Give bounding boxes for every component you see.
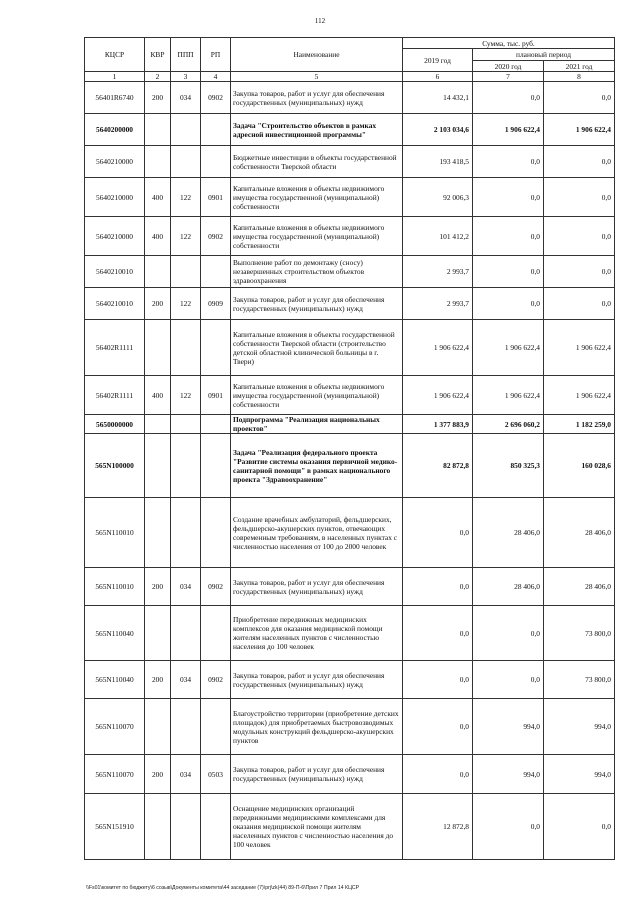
cell-2019: 0,0 xyxy=(403,606,473,661)
cell-2019: 0,0 xyxy=(403,699,473,755)
cell-rp: 0902 xyxy=(201,568,231,606)
cell-2020: 994,0 xyxy=(473,755,544,794)
header-rp: РП xyxy=(201,38,231,72)
cell-2019: 1 906 622,4 xyxy=(403,320,473,376)
cell-2020: 850 325,3 xyxy=(473,434,544,498)
cell-2021: 0,0 xyxy=(544,256,615,288)
table-row xyxy=(85,178,615,217)
cell-2020: 0,0 xyxy=(473,217,544,256)
cell-rp: 0902 xyxy=(201,82,231,114)
cell-kcsr: 56402R1111 xyxy=(85,376,145,415)
cell-ppp: 122 xyxy=(171,217,201,256)
cell-kvr: 200 xyxy=(145,82,171,114)
page-number: 112 xyxy=(314,17,326,25)
cell-2021: 28 406,0 xyxy=(544,568,615,606)
cell-ppp xyxy=(171,794,201,860)
header-name: Наименование xyxy=(231,38,403,72)
table-row xyxy=(85,415,615,434)
table-row xyxy=(85,661,615,699)
cell-name: Капитальные вложения в объекты недвижимого имущества государственной (муниципальной) собственности xyxy=(231,376,403,415)
cell-rp xyxy=(201,606,231,661)
cell-2019: 0,0 xyxy=(403,661,473,699)
cell-2021: 0,0 xyxy=(544,178,615,217)
cell-name: Создание врачебных амбулаторий, фельдшерских, фельдшерско-акушерских пунктов, отвечающих современным требованиям, в населенных пунктах с численностью населения от 100 до 2000 человек xyxy=(231,498,403,568)
cell-kcsr: 5640210000 xyxy=(85,178,145,217)
cell-kvr: 400 xyxy=(145,217,171,256)
table-row xyxy=(85,320,615,376)
cell-2020: 0,0 xyxy=(473,288,544,320)
cell-kcsr: 565N110010 xyxy=(85,568,145,606)
cell-2020: 0,0 xyxy=(473,82,544,114)
header-kcsr: КЦСР xyxy=(85,38,145,72)
cell-kcsr: 565N110040 xyxy=(85,661,145,699)
cell-kvr: 200 xyxy=(145,661,171,699)
cell-2019: 2 103 034,6 xyxy=(403,114,473,146)
cell-2020: 28 406,0 xyxy=(473,568,544,606)
cell-ppp xyxy=(171,146,201,178)
cell-ppp: 034 xyxy=(171,755,201,794)
cell-2020: 2 696 060,2 xyxy=(473,415,544,434)
cell-rp: 0901 xyxy=(201,178,231,217)
cell-name: Задача "Строительство объектов в рамках адресной инвестиционной программы" xyxy=(231,114,403,146)
cell-kvr xyxy=(145,114,171,146)
column-number: 4 xyxy=(201,72,231,82)
cell-ppp xyxy=(171,434,201,498)
cell-rp xyxy=(201,146,231,178)
cell-2019: 2 993,7 xyxy=(403,256,473,288)
cell-2019: 1 906 622,4 xyxy=(403,376,473,415)
cell-name: Приобретение передвижных медицинских комплексов для оказания медицинской помощи жителям населенных пунктов с численностью населения до 100 человек xyxy=(231,606,403,661)
cell-2020: 994,0 xyxy=(473,699,544,755)
table-row xyxy=(85,498,615,568)
header-kvr: КВР xyxy=(145,38,171,72)
cell-rp: 0902 xyxy=(201,217,231,256)
table-row xyxy=(85,434,615,498)
cell-kvr xyxy=(145,606,171,661)
header-sum: Сумма, тыс. руб. xyxy=(403,38,615,49)
cell-kvr xyxy=(145,146,171,178)
cell-name: Капитальные вложения в объекты недвижимого имущества государственной (муниципальной) собственности xyxy=(231,217,403,256)
table-row xyxy=(85,568,615,606)
cell-2021: 1 906 622,4 xyxy=(544,114,615,146)
column-number-row xyxy=(85,72,615,82)
table-row xyxy=(85,606,615,661)
cell-2019: 101 412,2 xyxy=(403,217,473,256)
cell-name: Капитальные вложения в объекты недвижимого имущества государственной (муниципальной) собственности xyxy=(231,178,403,217)
table-row xyxy=(85,217,615,256)
cell-2021: 0,0 xyxy=(544,288,615,320)
cell-name: Закупка товаров, работ и услуг для обеспечения государственных (муниципальных) нужд xyxy=(231,288,403,320)
cell-ppp xyxy=(171,320,201,376)
cell-ppp xyxy=(171,256,201,288)
cell-rp: 0503 xyxy=(201,755,231,794)
cell-kvr xyxy=(145,699,171,755)
cell-2019: 92 006,3 xyxy=(403,178,473,217)
cell-kvr xyxy=(145,256,171,288)
table-row xyxy=(85,256,615,288)
cell-2020: 0,0 xyxy=(473,178,544,217)
cell-kcsr: 565N110040 xyxy=(85,606,145,661)
cell-kvr: 200 xyxy=(145,568,171,606)
cell-2019: 2 993,7 xyxy=(403,288,473,320)
cell-2020: 1 906 622,4 xyxy=(473,114,544,146)
cell-2019: 0,0 xyxy=(403,498,473,568)
cell-2019: 0,0 xyxy=(403,568,473,606)
cell-kcsr: 5640210010 xyxy=(85,288,145,320)
table-row xyxy=(85,288,615,320)
cell-2020: 0,0 xyxy=(473,606,544,661)
cell-ppp xyxy=(171,606,201,661)
cell-ppp xyxy=(171,415,201,434)
table-row xyxy=(85,114,615,146)
header-2020: 2020 год xyxy=(473,61,544,72)
cell-2019: 14 432,1 xyxy=(403,82,473,114)
table-row xyxy=(85,794,615,860)
cell-kcsr: 5650000000 xyxy=(85,415,145,434)
cell-name: Капитальные вложения в объекты государственной собственности Тверской области (строительство детской областной клинической больницы в г. Твери) xyxy=(231,320,403,376)
cell-2021: 994,0 xyxy=(544,699,615,755)
table-row xyxy=(85,376,615,415)
cell-rp: 0902 xyxy=(201,661,231,699)
cell-2021: 73 800,0 xyxy=(544,606,615,661)
cell-rp xyxy=(201,415,231,434)
cell-kvr xyxy=(145,320,171,376)
cell-2020: 1 906 622,4 xyxy=(473,320,544,376)
table-row xyxy=(85,82,615,114)
cell-kcsr: 5640210010 xyxy=(85,256,145,288)
cell-rp xyxy=(201,498,231,568)
cell-kcsr: 565N110070 xyxy=(85,755,145,794)
cell-2020: 28 406,0 xyxy=(473,498,544,568)
table-row xyxy=(85,146,615,178)
cell-2019: 0,0 xyxy=(403,755,473,794)
column-number: 1 xyxy=(85,72,145,82)
cell-kcsr: 565N100000 xyxy=(85,434,145,498)
cell-kvr xyxy=(145,794,171,860)
cell-rp: 0909 xyxy=(201,288,231,320)
cell-rp xyxy=(201,256,231,288)
cell-2021: 1 906 622,4 xyxy=(544,376,615,415)
cell-rp xyxy=(201,320,231,376)
cell-2019: 193 418,5 xyxy=(403,146,473,178)
cell-kcsr: 56401R6740 xyxy=(85,82,145,114)
header-planned-period: плановый период xyxy=(473,49,615,61)
column-number: 6 xyxy=(403,72,473,82)
cell-ppp: 034 xyxy=(171,82,201,114)
cell-2021: 28 406,0 xyxy=(544,498,615,568)
cell-kcsr: 5640210000 xyxy=(85,146,145,178)
cell-ppp xyxy=(171,498,201,568)
header-ppp: ППП xyxy=(171,38,201,72)
cell-2020: 0,0 xyxy=(473,256,544,288)
cell-name: Бюджетные инвестиции в объекты государственной собственности Тверской области xyxy=(231,146,403,178)
cell-ppp: 034 xyxy=(171,661,201,699)
cell-2021: 1 906 622,4 xyxy=(544,320,615,376)
cell-ppp xyxy=(171,114,201,146)
cell-name: Задача "Реализация федерального проекта "Развитие системы оказания первичной медико-санитарной помощи" в рамках национального проекта "Здравоохранение" xyxy=(231,434,403,498)
cell-name: Оснащение медицинских организаций передвижными медицинскими комплексами для оказания медицинской помощи жителям населенных пунктов с численностью населения до 100 человек xyxy=(231,794,403,860)
cell-2019: 12 872,8 xyxy=(403,794,473,860)
cell-name: Выполнение работ по демонтажу (сносу) незавершенных строительством объектов здравоохранения xyxy=(231,256,403,288)
column-number: 5 xyxy=(231,72,403,82)
cell-kvr: 400 xyxy=(145,178,171,217)
cell-2020: 0,0 xyxy=(473,794,544,860)
cell-kvr: 200 xyxy=(145,288,171,320)
column-number: 7 xyxy=(473,72,544,82)
cell-kcsr: 5640200000 xyxy=(85,114,145,146)
cell-kcsr: 56402R1111 xyxy=(85,320,145,376)
cell-kvr: 200 xyxy=(145,755,171,794)
cell-ppp: 122 xyxy=(171,288,201,320)
cell-ppp xyxy=(171,699,201,755)
cell-name: Закупка товаров, работ и услуг для обеспечения государственных (муниципальных) нужд xyxy=(231,82,403,114)
column-number: 3 xyxy=(171,72,201,82)
cell-2021: 160 028,6 xyxy=(544,434,615,498)
cell-rp: 0901 xyxy=(201,376,231,415)
cell-rp xyxy=(201,794,231,860)
budget-table xyxy=(84,37,615,860)
cell-name: Закупка товаров, работ и услуг для обеспечения государственных (муниципальных) нужд xyxy=(231,755,403,794)
cell-kcsr: 565N110070 xyxy=(85,699,145,755)
cell-kvr xyxy=(145,415,171,434)
cell-2019: 1 377 883,9 xyxy=(403,415,473,434)
cell-name: Подпрограмма "Реализация национальных проектов" xyxy=(231,415,403,434)
cell-rp xyxy=(201,114,231,146)
cell-ppp: 122 xyxy=(171,178,201,217)
cell-kcsr: 565N151910 xyxy=(85,794,145,860)
column-number: 8 xyxy=(544,72,615,82)
cell-kcsr: 5640210000 xyxy=(85,217,145,256)
cell-name: Закупка товаров, работ и услуг для обеспечения государственных (муниципальных) нужд xyxy=(231,568,403,606)
table-header xyxy=(85,38,615,82)
cell-kvr xyxy=(145,498,171,568)
header-2019: 2019 год xyxy=(403,49,473,72)
cell-2020: 1 906 622,4 xyxy=(473,376,544,415)
cell-kvr: 400 xyxy=(145,376,171,415)
cell-2021: 73 800,0 xyxy=(544,661,615,699)
cell-2021: 0,0 xyxy=(544,794,615,860)
header-2021: 2021 год xyxy=(544,61,615,72)
cell-ppp: 122 xyxy=(171,376,201,415)
cell-2020: 0,0 xyxy=(473,661,544,699)
cell-2021: 1 182 259,0 xyxy=(544,415,615,434)
cell-2021: 0,0 xyxy=(544,146,615,178)
cell-2020: 0,0 xyxy=(473,146,544,178)
table-body xyxy=(85,82,615,860)
cell-name: Закупка товаров, работ и услуг для обеспечения государственных (муниципальных) нужд xyxy=(231,661,403,699)
cell-2021: 994,0 xyxy=(544,755,615,794)
table-row xyxy=(85,755,615,794)
footer-file-path: \\Fs01\комитет по бюджету\6 созыв\Документы комитета\44 заседание (7)\prj\zk(44) 89-П-6\Прил 7 Прил 14 КЦСР xyxy=(86,885,360,891)
table-row xyxy=(85,699,615,755)
cell-rp xyxy=(201,699,231,755)
cell-rp xyxy=(201,434,231,498)
column-number: 2 xyxy=(145,72,171,82)
cell-kvr xyxy=(145,434,171,498)
cell-ppp: 034 xyxy=(171,568,201,606)
cell-2021: 0,0 xyxy=(544,217,615,256)
cell-2019: 82 872,8 xyxy=(403,434,473,498)
cell-name: Благоустройство территории (приобретение детских площадок) для приобретаемых быстровозводимых модульных конструкций фельдшерско-акушерских пунктов xyxy=(231,699,403,755)
cell-kcsr: 565N110010 xyxy=(85,498,145,568)
cell-2021: 0,0 xyxy=(544,82,615,114)
